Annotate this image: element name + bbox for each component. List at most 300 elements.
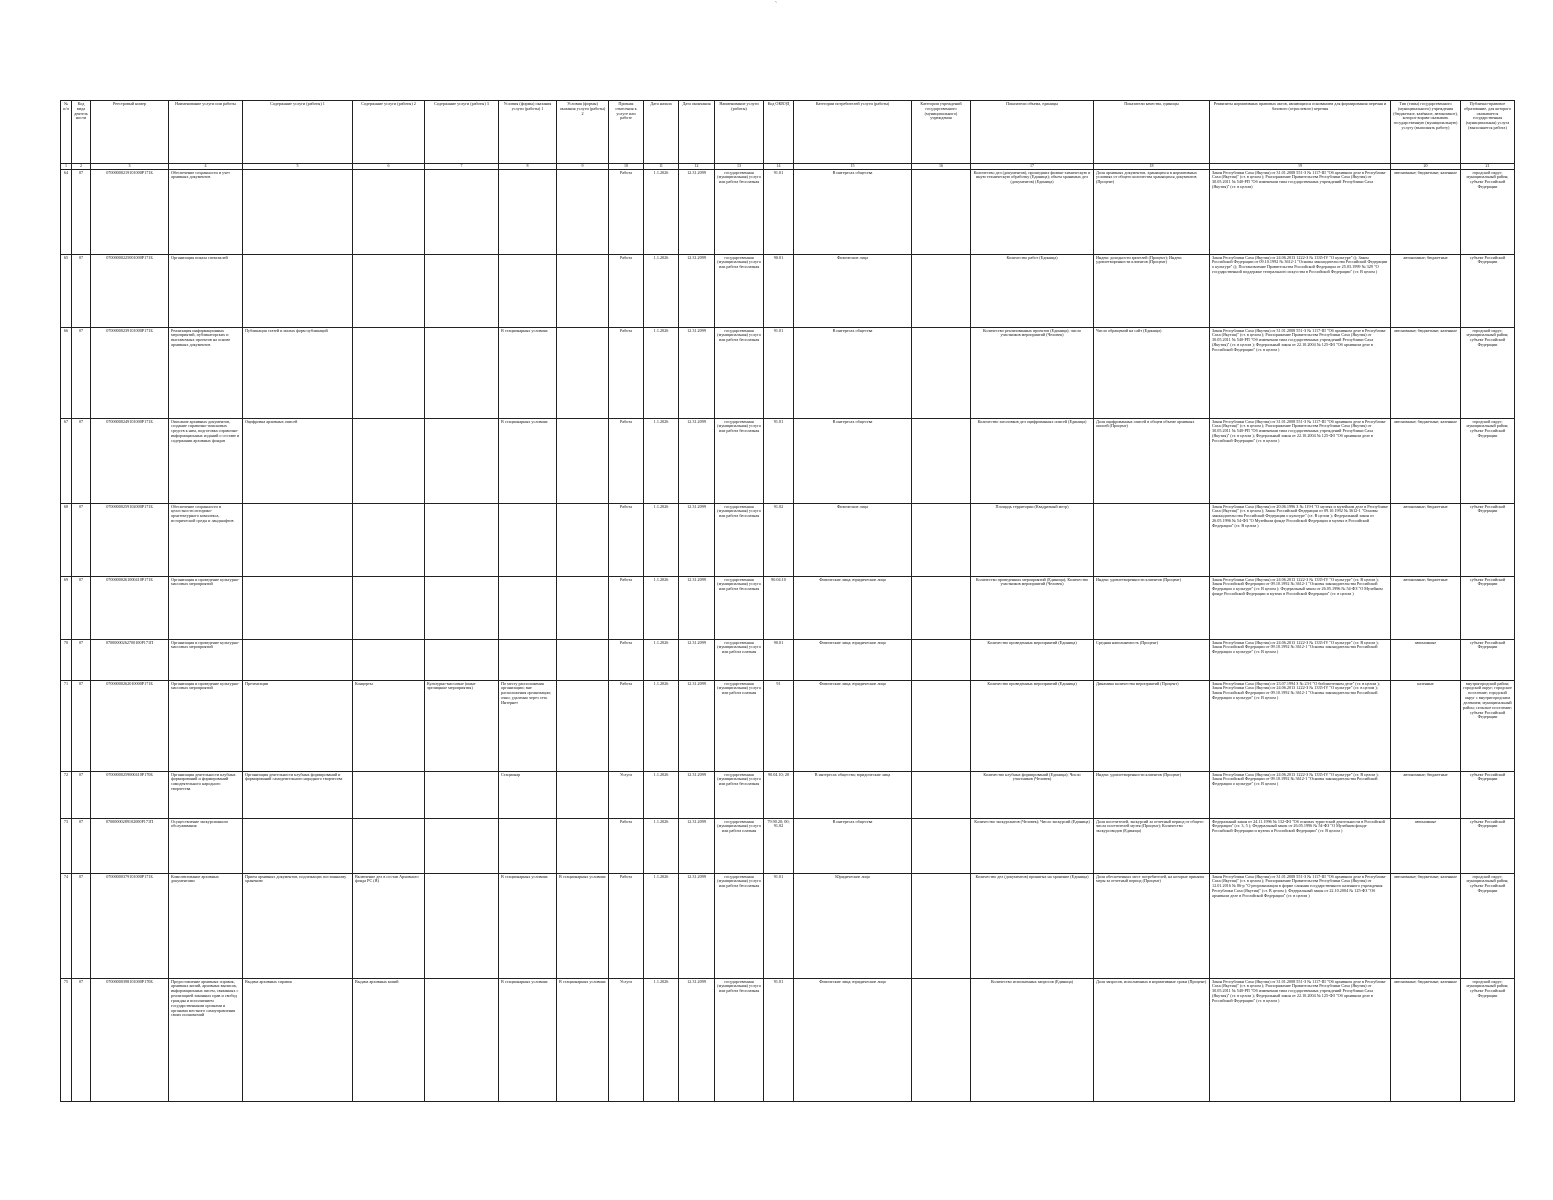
table-cell: 68: [61, 503, 72, 576]
table-cell: Площадь территории (Квадратный метр): [971, 503, 1094, 576]
table-cell: 1.1.2026: [644, 873, 679, 978]
table-cell: 1.1.2026: [644, 639, 679, 680]
table-cell: Прием архивных документов, подлежащих постоянному хранению: [243, 873, 353, 978]
table-cell: [557, 576, 609, 639]
table-cell: Количество заголовков дел оцифрованных описей (Единица): [971, 418, 1094, 503]
table-cell: [912, 169, 971, 254]
table-row: [61, 576, 1515, 639]
table-cell: автономные: [1391, 818, 1461, 873]
table-cell: [912, 418, 971, 503]
table-cell: 1.1.2026: [644, 576, 679, 639]
column-number-4: 4: [169, 164, 243, 170]
column-header-18: Показатели качества, единицы: [1094, 101, 1210, 164]
table-cell: Число обращений на сайт (Единица): [1094, 327, 1210, 418]
column-number-15: 15: [794, 164, 912, 170]
table-cell: Организация и проведение культурно-массовых мероприятий: [169, 680, 243, 771]
table-cell: В стационарных условиях: [499, 327, 557, 418]
table-cell: [557, 503, 609, 576]
column-header-14: Код ОКВЭД: [764, 101, 794, 164]
table-cell: Предоставление архивных справок, архивных копий, архивных выписок, информационных писем, связанных с реализацией законных прав и свобод граждан и исполнением государственными органами и органами местного самоуправления своих полномочий: [169, 978, 243, 1101]
table-cell: Количество дел (документов) принятых на хранение (Единица): [971, 873, 1094, 978]
table-cell: городской округ; муниципальный район; субъект Российской Федерации: [1461, 418, 1515, 503]
table-cell: Индекс доходности зрителей (Процент); Индекс удовлетворенности клиентов (Процент): [1094, 254, 1210, 327]
table-cell: [912, 503, 971, 576]
table-cell: [353, 771, 425, 818]
table-cell: [425, 978, 499, 1101]
column-header-10: Признак отнесения к услуге или работе: [609, 101, 644, 164]
table-cell: государственная (муниципальная) услуга или работа платная: [715, 818, 764, 873]
table-cell: автономные; бюджетные; казенные: [1391, 873, 1461, 978]
table-row: [61, 978, 1515, 1101]
table-cell: 07000000239101000Р171Б: [91, 327, 169, 418]
table-cell: 12.31.2099: [679, 873, 715, 978]
table-cell: В стационарных условиях: [557, 873, 609, 978]
column-header-9: Условия (формы) оказания услуги (работы) 2: [557, 101, 609, 164]
table-cell: автономные: [1391, 639, 1461, 680]
table-cell: Динамика количества мероприятий (Процент): [1094, 680, 1210, 771]
table-cell: 07000000262700100Р171П: [91, 639, 169, 680]
column-header-16: Категории учреждений государственного (муниципального) учреждения: [912, 101, 971, 164]
table-cell: Физические лица; юридические лица: [794, 680, 912, 771]
table-cell: [353, 576, 425, 639]
table-cell: 07: [72, 254, 91, 327]
table-cell: Количество проведенных мероприятий (Единица): [971, 680, 1094, 771]
table-cell: Закон Республики Саха (Якутия) от 24.06.2013 1222-З № 1335-IV "О культуре" (); Закон Российской Федерации от 09.10.1992 № 3612-1 "Основы законодательства Российской Федерации о культуре" (); Постановление Правительства Российской Федерации от 25.03.1999 № 329 "О государственной поддержке театрального искусства в Российской Федерации" (ст. В целом ): [1210, 254, 1391, 327]
table-cell: 1.1.2026: [644, 418, 679, 503]
column-number-19: 19: [1210, 164, 1391, 170]
table-cell: [499, 576, 557, 639]
column-number-9: 9: [557, 164, 609, 170]
table-cell: автономные; бюджетные: [1391, 771, 1461, 818]
header-row: [61, 101, 1515, 164]
table-cell: 07000000379101000Р171Б: [91, 873, 169, 978]
column-header-3: Реестровый номер: [91, 101, 169, 164]
table-cell: Количество экскурсантов (Человек); Число экскурсий (Единица): [971, 818, 1094, 873]
table-cell: [557, 639, 609, 680]
table-row: [61, 418, 1515, 503]
table-cell: Количество работ (Единица): [971, 254, 1094, 327]
table-cell: [912, 873, 971, 978]
table-cell: Включение дел в состав Архивного фонда РС (Я): [353, 873, 425, 978]
table-cell: городской округ; муниципальный район; субъект Российской Федерации: [1461, 978, 1515, 1101]
table-cell: государственная (муниципальная) услуга или работа бесплатная: [715, 254, 764, 327]
table-cell: [425, 169, 499, 254]
table-cell: Количество дел (документов), прошедших физико-химическую и иную техническую обработку (Единица); объем хранимых дел (документов) (Единица): [971, 169, 1094, 254]
table-cell: Услуга: [609, 978, 644, 1101]
table-cell: государственная (муниципальная) услуга или работа бесплатная: [715, 978, 764, 1101]
column-number-7: 7: [425, 164, 499, 170]
column-number-8: 8: [499, 164, 557, 170]
table-cell: [353, 418, 425, 503]
column-header-2: Код вида деятельности: [72, 101, 91, 164]
table-cell: Физические лица; юридические лица: [794, 978, 912, 1101]
table-cell: 07000000398101000Р170Б: [91, 978, 169, 1101]
column-number-3: 3: [91, 164, 169, 170]
table-cell: Работа: [609, 639, 644, 680]
table-cell: субъект Российской Федерации: [1461, 771, 1515, 818]
table-row: [61, 771, 1515, 818]
table-cell: Доля запросов, исполненных в нормативные сроки (Процент): [1094, 978, 1210, 1101]
table-cell: Количество исполненных запросов (Единица): [971, 978, 1094, 1101]
table-cell: [912, 254, 971, 327]
table-cell: [243, 639, 353, 680]
column-number-10: 10: [609, 164, 644, 170]
table-cell: городской округ; муниципальный район; субъект Российской Федерации: [1461, 169, 1515, 254]
table-cell: 12.31.2099: [679, 503, 715, 576]
table-cell: 07: [72, 503, 91, 576]
table-row: [61, 503, 1515, 576]
table-cell: 91.01: [764, 978, 794, 1101]
table-cell: [353, 503, 425, 576]
table-cell: субъект Российской Федерации: [1461, 503, 1515, 576]
table-cell: государственная (муниципальная) услуга или работа бесплатная: [715, 576, 764, 639]
table-cell: 07: [72, 818, 91, 873]
table-cell: 07: [72, 327, 91, 418]
table-cell: Закон Республики Саха (Якутия) от 23.07.1994 З № 23-I "О библиотечном деле" (ст. в целом ); Закон Республики Саха (Якутия) от 24.06.2013 1222-З № 1335-IV "О культуре" (ст. в целом ); Закон Российской Федерации от 09.10.1992 № 3612-1 "Основы законодательства Российской Федерации о культуре" (ст. В целом ): [1210, 680, 1391, 771]
table-cell: Количество клубных формирований (Единица); Число участников (Человек): [971, 771, 1094, 818]
table-cell: [353, 254, 425, 327]
column-number-5: 5: [243, 164, 353, 170]
table-cell: 1.1.2026: [644, 254, 679, 327]
table-cell: Организация и проведение культурно-массовых мероприятий: [169, 576, 243, 639]
table-cell: 07000000249101000Р171Б: [91, 418, 169, 503]
table-cell: [425, 327, 499, 418]
table-cell: 69: [61, 576, 72, 639]
table-cell: Закон Республики Саха (Якутия) от 31.01.2008 551-З № 1117-III "Об архивном деле в Республике Саха (Якутия)" (ст. в целом ); Распоряжение Правительства Республики Саха (Якутия) от 30.05.2011 № 540-РП "Об изменении типа государственных учреждений Республики Саха (Якутия)" (ст. в целом): [1210, 169, 1391, 254]
table-cell: казенные: [1391, 680, 1461, 771]
table-cell: 12.31.2099: [679, 818, 715, 873]
column-header-12: Дата окончания: [679, 101, 715, 164]
column-header-20: Тип (типы) государственного (муниципального) учреждения (бюджетное, казённое, автономное), которое вправе оказывать государственную (муниципальную) услугу (выполнять работу): [1391, 101, 1461, 164]
table-cell: Работа: [609, 418, 644, 503]
table-cell: Доля архивных документов, хранящихся в нормативных условиях от общего количества хранящихся документов (Процент): [1094, 169, 1210, 254]
table-cell: Осуществление экскурсионного обслуживания: [169, 818, 243, 873]
column-header-21: Публично-правовое образование, для которого оказывается государственная (муниципальная) услуга (выполняется работа): [1461, 101, 1515, 164]
table-cell: Организация деятельности клубных формирований и формирований самодеятельного народного творчества: [169, 771, 243, 818]
table-cell: [499, 254, 557, 327]
table-cell: Закон Республики Саха (Якутия) от 24.06.2013 1222-З № 1335-IV "О культуре" (ст. В целом ); Закон Российской Федерации от 09.10.1992 № 3612-1 "Основы законодательства Российской Федерации о культуре" (ст. В целом ); Федеральный закон от 26.05.1996 № 54-ФЗ "О Музейном фонде Российской Федерации и музеях в Российской Федерации" (ст. в целом ): [1210, 576, 1391, 639]
table-cell: Описание архивных документов, создание справочно-поисковых средств к ним, подготовка справочно-информационных изданий о составе и содержании архивных фондов: [169, 418, 243, 503]
table-cell: Концерты: [353, 680, 425, 771]
table-cell: [353, 327, 425, 418]
table-cell: Доля посетителей, экскурсий за отчетный период от общего числа посетителей музея (Процент); Количество экскурсоводов (Единица): [1094, 818, 1210, 873]
column-number-2: 2: [72, 164, 91, 170]
table-cell: Доля оцифрованных описей в общем объеме архивных описей (Процент): [1094, 418, 1210, 503]
table-cell: [499, 639, 557, 680]
table-cell: 07000000261000410Р171Б: [91, 576, 169, 639]
table-cell: [243, 818, 353, 873]
table-cell: Работа: [609, 818, 644, 873]
table-cell: автономные; бюджетные; казенные: [1391, 418, 1461, 503]
table-cell: субъект Российской Федерации: [1461, 576, 1515, 639]
table-cell: [243, 169, 353, 254]
column-number-21: 21: [1461, 164, 1515, 170]
table-row: [61, 169, 1515, 254]
table-cell: государственная (муниципальная) услуга или работа платная: [715, 680, 764, 771]
table-cell: [557, 680, 609, 771]
table-cell: [425, 771, 499, 818]
table-cell: государственная (муниципальная) услуга или работа бесплатная: [715, 169, 764, 254]
table-cell: Доля обеспеченных мест потребителей, на которые приняты меры за отчетный период (Процент): [1094, 873, 1210, 978]
table-cell: [353, 169, 425, 254]
table-cell: 07000000259000410Р170Б: [91, 771, 169, 818]
table-cell: автономные; бюджетные; казенные: [1391, 978, 1461, 1101]
column-number-13: 13: [715, 164, 764, 170]
column-header-1: № п/п: [61, 101, 72, 164]
table-cell: Закон Республики Саха (Якутия) от 24.06.2013 1222-З № 1335-IV "О культуре" (ст. В целом ); Закон Российской Федерации от 09.10.1992 № 3612-1 "Основы законодательства Российской Федерации о культуре" (ст. В целом ): [1210, 639, 1391, 680]
table-cell: 07: [72, 576, 91, 639]
column-number-17: 17: [971, 164, 1094, 170]
table-cell: Количество реализованных проектов (Единица); число участников мероприятий (Человек): [971, 327, 1094, 418]
table-cell: Федеральный закон от 24.11.1996 № 132-ФЗ "Об основах туристской деятельности в Российской Федерации" (ст. 3, 5 ); Федеральный закон от 26.05.1996 № 54-ФЗ "О Музейном фонде Российской Федерации и музеях в Российской Федерации" (ст. В целом ): [1210, 818, 1391, 873]
column-header-13: Наименование услуги (работы): [715, 101, 764, 164]
table-body: [61, 164, 1515, 1102]
table-cell: 91.01: [764, 169, 794, 254]
column-number-20: 20: [1391, 164, 1461, 170]
table-cell: [499, 503, 557, 576]
table-cell: Комплектование архивных документами: [169, 873, 243, 978]
table-cell: 1.1.2026: [644, 680, 679, 771]
table-row: [61, 327, 1515, 418]
table-cell: 90.01: [764, 639, 794, 680]
table-cell: [912, 639, 971, 680]
table-cell: Юридические лица: [794, 873, 912, 978]
table-cell: Закон Республики Саха (Якутия) от 20.06.1996 З № 119-I "О музеях и музейном деле в Республике Саха (Якутия)" (ст. в целом ); Закон Российской Федерации от 09.10.1992 № 3612-1 "Основы законодательства Российской Федерации о культуре" (ст. В целом ); Федеральный закон от 26.05.1996 № 54-ФЗ "О Музейном фонде Российской Федерации и музеях в Российской Федерации" (ст. В целом ): [1210, 503, 1391, 576]
table-cell: [243, 576, 353, 639]
column-header-17: Показатели объема, единицы: [971, 101, 1094, 164]
table-cell: 1.1.2026: [644, 818, 679, 873]
table-cell: По месту расположения организации; вне расположения организации; очно; удаленно через сеть Интернет: [499, 680, 557, 771]
table-cell: В интересах общества: [794, 327, 912, 418]
column-header-5: Содержание услуги (работы) 1: [243, 101, 353, 164]
table-cell: Физические лица: [794, 503, 912, 576]
table-cell: 12.31.2099: [679, 639, 715, 680]
table-cell: 67: [61, 418, 72, 503]
table-cell: автономные; бюджетные: [1391, 503, 1461, 576]
table-cell: городской округ; муниципальный район; субъект Российской Федерации: [1461, 873, 1515, 978]
table-cell: 12.31.2099: [679, 978, 715, 1101]
table-cell: [425, 418, 499, 503]
column-header-8: Условия (формы) оказания услуги (работы) 1: [499, 101, 557, 164]
table-cell: [1094, 503, 1210, 576]
table-cell: Индекс удовлетворенности клиентов (Процент): [1094, 771, 1210, 818]
table-cell: [557, 327, 609, 418]
column-number-18: 18: [1094, 164, 1210, 170]
table-cell: [499, 169, 557, 254]
table-cell: автономные; бюджетные: [1391, 576, 1461, 639]
column-header-6: Содержание услуги (работы) 2: [353, 101, 425, 164]
table-cell: 12.31.2099: [679, 169, 715, 254]
table-cell: 12.31.2099: [679, 576, 715, 639]
table-cell: государственная (муниципальная) услуга или работа бесплатная: [715, 327, 764, 418]
table-cell: В стационарных условиях: [499, 978, 557, 1101]
column-number-1: 1: [61, 164, 72, 170]
table-cell: 91: [764, 680, 794, 771]
table-cell: [425, 503, 499, 576]
table-cell: 71: [61, 680, 72, 771]
table-cell: Закон Республики Саха (Якутия) от 31.01.2008 551-З № 1117-III "Об архивном деле в Республике Саха (Якутия)" (ст. в целом ); Распоряжение Правительства Республики Саха (Якутия) от 30.05.2011 № 540-РП "Об изменении типа государственных учреждений Республики Саха (Якутия)" (ст. в целом ); Федеральный закон от 22.10.2004 № 125-ФЗ "Об архивном деле в Российской Федерации" (ст. в целом ): [1210, 327, 1391, 418]
table-cell: Физические лица: [794, 254, 912, 327]
table-cell: 07000000259102000Р171Б: [91, 503, 169, 576]
table-cell: Работа: [609, 873, 644, 978]
table-cell: субъект Российской Федерации: [1461, 639, 1515, 680]
table-cell: 07: [72, 680, 91, 771]
table-cell: [425, 254, 499, 327]
table-cell: Выдача архивных копий: [353, 978, 425, 1101]
table-cell: [243, 254, 353, 327]
table-cell: [912, 680, 971, 771]
services-registry-table: [60, 100, 1515, 1102]
table-cell: 90.04.10; 20: [764, 771, 794, 818]
table-cell: Работа: [609, 254, 644, 327]
table-cell: Работа: [609, 169, 644, 254]
table-row: [61, 254, 1515, 327]
table-cell: Организация и проведение культурно-массовых мероприятий: [169, 639, 243, 680]
table-cell: 79.90.20; 00; 91.02: [764, 818, 794, 873]
table-cell: 91.01: [764, 873, 794, 978]
table-cell: В интересах общества: [794, 169, 912, 254]
table-cell: 90.01: [764, 254, 794, 327]
column-number-6: 6: [353, 164, 425, 170]
table-cell: [425, 873, 499, 978]
table-cell: субъект Российской Федерации: [1461, 818, 1515, 873]
table-cell: автономные; бюджетные: [1391, 254, 1461, 327]
table-cell: Реализация информационных мероприятий, публикаторских и выставочных проектов на основе архивных документов: [169, 327, 243, 418]
table-cell: [425, 818, 499, 873]
table-cell: 12.31.2099: [679, 254, 715, 327]
column-header-7: Содержание услуги (работы) 3: [425, 101, 499, 164]
table-cell: Работа: [609, 503, 644, 576]
table-cell: 07000000225001000Р171Б: [91, 254, 169, 327]
table-cell: 1.1.2026: [644, 327, 679, 418]
table-cell: В интересах общества: [794, 418, 912, 503]
table-cell: Средняя наполняемость (Процент): [1094, 639, 1210, 680]
table-cell: 73: [61, 818, 72, 873]
table-cell: [243, 503, 353, 576]
column-number-11: 11: [644, 164, 679, 170]
table-cell: 12.31.2099: [679, 418, 715, 503]
table-row: [61, 639, 1515, 680]
table-row: [61, 818, 1515, 873]
table-cell: Выдача архивных справок: [243, 978, 353, 1101]
table-cell: государственная (муниципальная) услуга или работа бесплатная: [715, 503, 764, 576]
table-cell: 07: [72, 978, 91, 1101]
table-cell: Физические лица; юридические лица: [794, 639, 912, 680]
table-cell: [557, 169, 609, 254]
table-cell: В стационарных условиях: [557, 978, 609, 1101]
table-cell: Публикация статей и малых форм публикаций: [243, 327, 353, 418]
table-cell: Закон Республики Саха (Якутия) от 31.01.2008 551-З № 1117-III "Об архивном деле в Республике Саха (Якутия)" (ст. в целом ); Распоряжение Правительства Республики Саха (Якутия) от 30.05.2011 № 540-РП "Об изменении типа государственных учреждений Республики Саха (Якутия)" (ст. в целом ); Федеральный закон от 22.10.2004 № 125-ФЗ "Об архивном деле в Российской Федерации" (ст. в целом ): [1210, 978, 1391, 1101]
table-cell: [912, 818, 971, 873]
table-cell: [425, 576, 499, 639]
table-cell: городской округ; муниципальный район; субъект Российской Федерации: [1461, 327, 1515, 418]
table-cell: В интересах общества: [794, 818, 912, 873]
table-cell: 1.1.2026: [644, 771, 679, 818]
table-cell: Работа: [609, 680, 644, 771]
table-cell: В интересах общества; юридические лица: [794, 771, 912, 818]
table-cell: Работа: [609, 576, 644, 639]
table-cell: Индекс удовлетворенности клиентов (Процент): [1094, 576, 1210, 639]
table-cell: Услуга: [609, 771, 644, 818]
table-cell: Организация показа спектаклей: [169, 254, 243, 327]
table-cell: Закон Республики Саха (Якутия) от 31.01.2008 551-З № 1117-III "Об архивном деле в Республике Саха (Якутия)" (ст. в целом ); Распоряжение Правительства Республики Саха (Якутия) от 30.05.2011 № 540-РП "Об изменении типа государственных учреждений Республики Саха (Якутия)" (ст. в целом ); Федеральный закон от 22.10.2004 № 125-ФЗ "Об архивном деле в Российской Федерации" (ст. в целом ): [1210, 418, 1391, 503]
table-cell: 70: [61, 639, 72, 680]
column-header-15: Категории потребителей услуги (работы): [794, 101, 912, 164]
table-cell: Физические лица; юридические лица: [794, 576, 912, 639]
table-cell: В стационарных условиях: [499, 873, 557, 978]
table-cell: 07: [72, 873, 91, 978]
table-cell: [557, 818, 609, 873]
table-cell: 74: [61, 873, 72, 978]
table-cell: В стационарных условиях: [499, 418, 557, 503]
table-cell: [353, 639, 425, 680]
table-cell: государственная (муниципальная) услуга или работа бесплатная: [715, 771, 764, 818]
table-cell: 91.02: [764, 503, 794, 576]
table-cell: [557, 254, 609, 327]
page-mark: `: [775, 2, 777, 8]
table-cell: автономные; бюджетные; казенные: [1391, 169, 1461, 254]
table-cell: [499, 818, 557, 873]
table-cell: Культурно-массовые (иные зрелищные мероприятия): [425, 680, 499, 771]
table-cell: 07: [72, 169, 91, 254]
table-cell: [557, 771, 609, 818]
table-cell: Организация деятельности клубных формирований и формирований самодеятельного народного творчества: [243, 771, 353, 818]
table-row: [61, 680, 1515, 771]
table-cell: Обеспечение сохранности и учет архивных документов: [169, 169, 243, 254]
table-cell: государственная (муниципальная) услуга или работа бесплатная: [715, 418, 764, 503]
table-cell: Работа: [609, 327, 644, 418]
table-cell: 1.1.2026: [644, 503, 679, 576]
table-cell: 12.31.2099: [679, 327, 715, 418]
table-header: [61, 101, 1515, 164]
table-cell: 91.01: [764, 327, 794, 418]
table-cell: Стационар: [499, 771, 557, 818]
table-cell: Обеспечение сохранности и целостности историко-архитектурного комплекса, исторической среды и ландшафтов: [169, 503, 243, 576]
table-cell: 64: [61, 169, 72, 254]
table-cell: субъект Российской Федерации: [1461, 254, 1515, 327]
table-cell: 07000000289102000Р171П: [91, 818, 169, 873]
table-cell: 1.1.2026: [644, 978, 679, 1101]
table-cell: [912, 576, 971, 639]
table-cell: Закон Республики Саха (Якутия) от 31.01.2008 551-З № 1117-III "Об архивном деле в Республике Саха (Якутия)" (ст. в целом ); Распоряжение Правительства Республики Саха (Якутия) от 12.01.2016 № 86-р "О реорганизации в форме слияния государственного казенного учреждения Республики Саха (Якутия)" (ст. В целом ); Федеральный закон от 22.10.2004 № 125-ФЗ "Об архивном деле в Российской Федерации" (ст. в целом ): [1210, 873, 1391, 978]
table-cell: автономные; бюджетные; казенные: [1391, 327, 1461, 418]
table-cell: 90.04.10: [764, 576, 794, 639]
table-cell: Презентации: [243, 680, 353, 771]
table-cell: 07: [72, 639, 91, 680]
table-cell: [557, 418, 609, 503]
column-number-16: 16: [912, 164, 971, 170]
table-cell: 12.31.2099: [679, 771, 715, 818]
table-cell: 07: [72, 418, 91, 503]
table-cell: [912, 327, 971, 418]
table-cell: Закон Республики Саха (Якутия) от 24.06.2013 1222-З № 1335-IV "О культуре" (ст. В целом ); Закон Российской Федерации от 09.10.1992 № 3612-1 "Основы законодательства Российской Федерации о культуре" (ст. В целом ): [1210, 771, 1391, 818]
table-cell: 66: [61, 327, 72, 418]
table-cell: Оцифровка архивных описей: [243, 418, 353, 503]
table-row: [61, 873, 1515, 978]
table-cell: государственная (муниципальная) услуга или работа платная: [715, 639, 764, 680]
table-cell: 75: [61, 978, 72, 1101]
table-cell: [912, 978, 971, 1101]
table-cell: Количество проведенных мероприятий (Единица): [971, 639, 1094, 680]
column-header-11: Дата начала: [644, 101, 679, 164]
table-cell: [425, 639, 499, 680]
table-cell: 91.01: [764, 418, 794, 503]
column-number-12: 12: [679, 164, 715, 170]
column-header-4: Наименование услуги или работы: [169, 101, 243, 164]
table-cell: [353, 818, 425, 873]
table-cell: 07000000262010000Р171Б: [91, 680, 169, 771]
table-cell: 07000000219101000Р171Б: [91, 169, 169, 254]
